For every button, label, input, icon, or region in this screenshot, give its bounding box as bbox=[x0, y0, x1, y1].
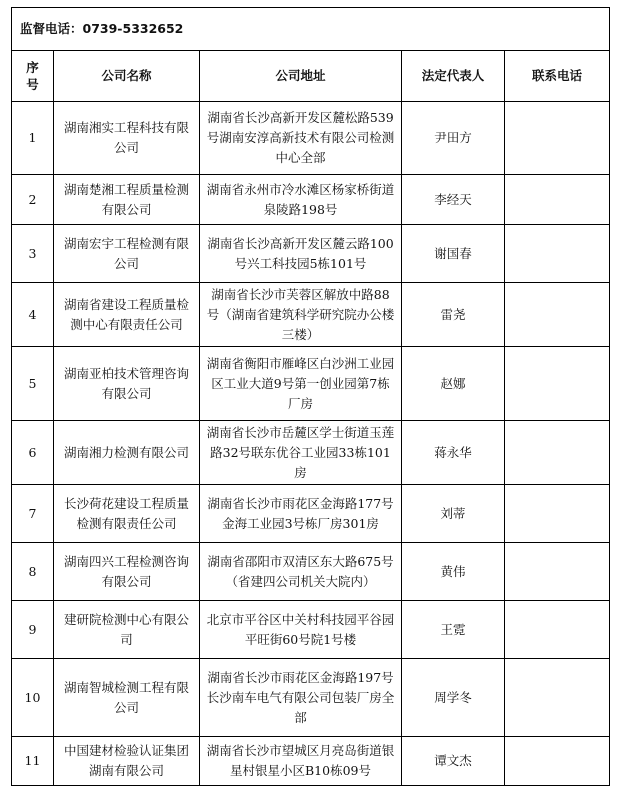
company-name: 湖南四兴工程检测咨询有限公司 bbox=[54, 543, 200, 601]
company-name: 建研院检测中心有限公司 bbox=[54, 601, 200, 659]
table-row bbox=[12, 659, 610, 737]
header-seq: 序 号 bbox=[12, 51, 54, 102]
contact-phone bbox=[505, 737, 610, 786]
company-name: 湖南楚湘工程质量检测有限公司 bbox=[54, 175, 200, 225]
table-row bbox=[12, 421, 610, 485]
company-name: 湖南省建设工程质量检测中心有限责任公司 bbox=[54, 283, 200, 347]
header-contact: 联系电话 bbox=[505, 51, 610, 102]
row-number: 8 bbox=[12, 543, 54, 601]
legal-representative: 李经天 bbox=[402, 175, 505, 225]
contact-phone bbox=[505, 102, 610, 175]
company-address: 湖南省邵阳市双清区东大路675号（省建四公司机关大院内） bbox=[200, 543, 402, 601]
row-number: 5 bbox=[12, 347, 54, 421]
row-number: 2 bbox=[12, 175, 54, 225]
inspection-company-table bbox=[11, 7, 610, 786]
company-address: 湖南省长沙市芙蓉区解放中路88号（湖南省建筑科学研究院办公楼三楼） bbox=[200, 283, 402, 347]
supervision-phone: 0739-5332652 bbox=[82, 21, 184, 36]
header-company: 公司名称 bbox=[54, 51, 200, 102]
table-row bbox=[12, 102, 610, 175]
legal-representative: 蒋永华 bbox=[402, 421, 505, 485]
company-name: 长沙荷花建设工程质量检测有限责任公司 bbox=[54, 485, 200, 543]
company-name: 湖南宏宇工程检测有限公司 bbox=[54, 225, 200, 283]
row-number: 11 bbox=[12, 737, 54, 786]
supervision-label: 监督电话： bbox=[20, 21, 83, 36]
legal-representative: 赵娜 bbox=[402, 347, 505, 421]
table-header-row bbox=[12, 51, 610, 102]
company-address: 湖南省衡阳市雁峰区白沙洲工业园区工业大道9号第一创业园第7栋厂房 bbox=[200, 347, 402, 421]
contact-phone bbox=[505, 601, 610, 659]
contact-phone bbox=[505, 347, 610, 421]
header-address: 公司地址 bbox=[200, 51, 402, 102]
company-address: 湖南省长沙市岳麓区学士街道玉莲路32号联东优谷工业园33栋101房 bbox=[200, 421, 402, 485]
supervision-phone-bar bbox=[12, 8, 610, 51]
legal-representative: 黄伟 bbox=[402, 543, 505, 601]
table-row bbox=[12, 225, 610, 283]
table-row bbox=[12, 737, 610, 786]
legal-representative: 谢国春 bbox=[402, 225, 505, 283]
company-address: 湖南省长沙市雨花区金海路177号金海工业园3号栋厂房301房 bbox=[200, 485, 402, 543]
contact-phone bbox=[505, 543, 610, 601]
contact-phone bbox=[505, 421, 610, 485]
table-row bbox=[12, 601, 610, 659]
table-row bbox=[12, 347, 610, 421]
row-number: 10 bbox=[12, 659, 54, 737]
company-name: 中国建材检验认证集团湖南有限公司 bbox=[54, 737, 200, 786]
company-address: 湖南省长沙市望城区月亮岛街道银星村银星小区B10栋09号 bbox=[200, 737, 402, 786]
contact-phone bbox=[505, 225, 610, 283]
company-address: 湖南省永州市冷水滩区杨家桥街道泉陵路198号 bbox=[200, 175, 402, 225]
company-address: 湖南省长沙高新开发区麓云路100号兴工科技园5栋101号 bbox=[200, 225, 402, 283]
company-address: 湖南省长沙高新开发区麓松路539号湖南安淳高新技术有限公司检测中心全部 bbox=[200, 102, 402, 175]
legal-representative: 谭文杰 bbox=[402, 737, 505, 786]
row-number: 3 bbox=[12, 225, 54, 283]
row-number: 9 bbox=[12, 601, 54, 659]
contact-phone bbox=[505, 485, 610, 543]
table-row bbox=[12, 283, 610, 347]
row-number: 7 bbox=[12, 485, 54, 543]
company-name: 湖南亚柏技术管理咨询有限公司 bbox=[54, 347, 200, 421]
contact-phone bbox=[505, 659, 610, 737]
legal-representative: 周学冬 bbox=[402, 659, 505, 737]
company-address: 湖南省长沙市雨花区金海路197号长沙南车电气有限公司包装厂房全部 bbox=[200, 659, 402, 737]
legal-representative: 雷尧 bbox=[402, 283, 505, 347]
table-row bbox=[12, 543, 610, 601]
table-row bbox=[12, 485, 610, 543]
table-row bbox=[12, 175, 610, 225]
company-name: 湖南湘力检测有限公司 bbox=[54, 421, 200, 485]
legal-representative: 王霓 bbox=[402, 601, 505, 659]
header-legal-rep: 法定代表人 bbox=[402, 51, 505, 102]
legal-representative: 尹田方 bbox=[402, 102, 505, 175]
row-number: 1 bbox=[12, 102, 54, 175]
contact-phone bbox=[505, 283, 610, 347]
company-address: 北京市平谷区中关村科技园平谷园平旺街60号院1号楼 bbox=[200, 601, 402, 659]
row-number: 4 bbox=[12, 283, 54, 347]
company-name: 湖南智城检测工程有限公司 bbox=[54, 659, 200, 737]
row-number: 6 bbox=[12, 421, 54, 485]
contact-phone bbox=[505, 175, 610, 225]
legal-representative: 刘蒂 bbox=[402, 485, 505, 543]
company-name: 湖南湘实工程科技有限公司 bbox=[54, 102, 200, 175]
